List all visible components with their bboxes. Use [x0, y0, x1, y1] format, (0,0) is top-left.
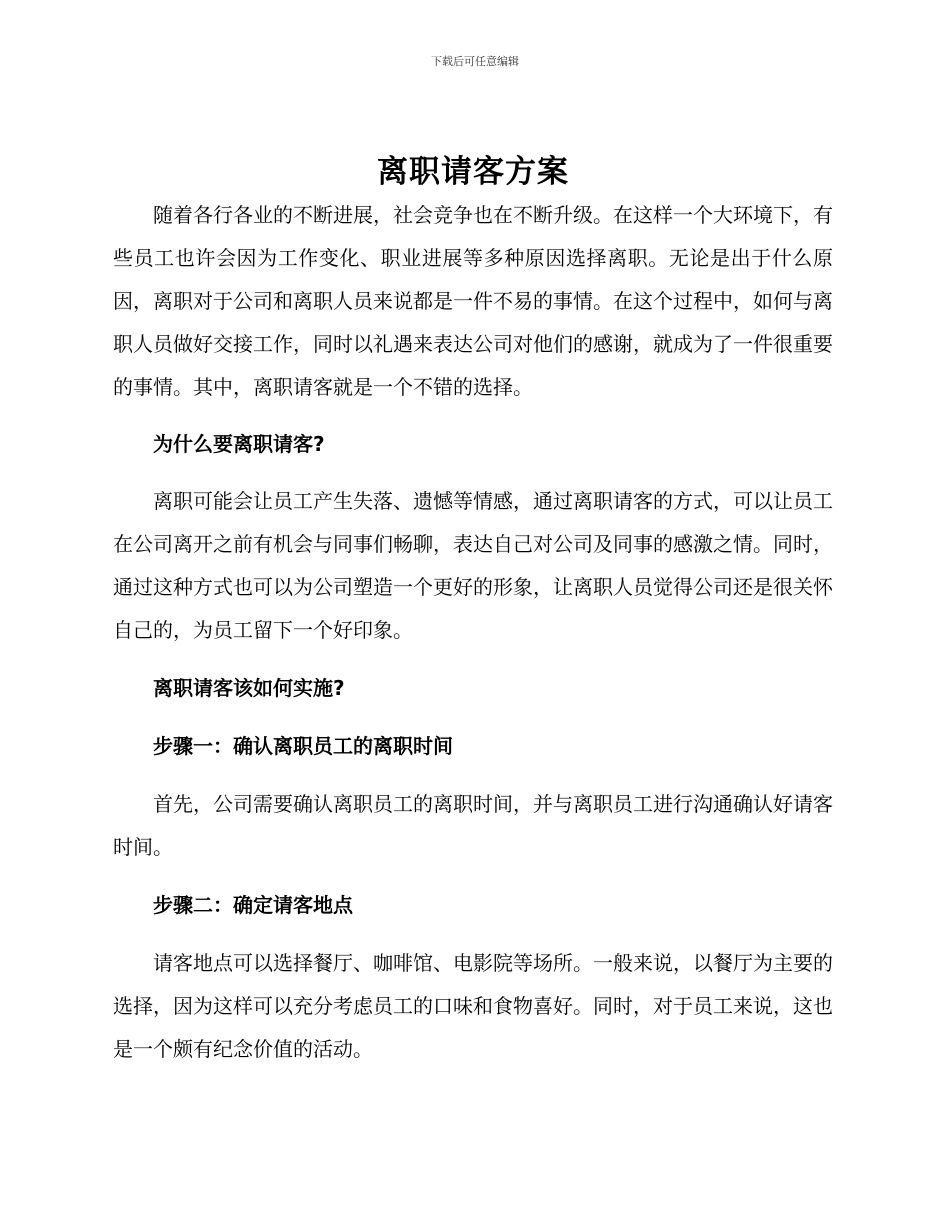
document-body: [113, 150, 833, 1071]
why-heading: 为什么要离职请客?: [153, 432, 325, 456]
step2-paragraph: 请客地点可以选择餐厅、咖啡馆、电影院等场所。一般来说，以餐厅为主要的选择，因为这样可以充分考虑员工的口味和食物喜好。同时，对于员工来说，这也是一个颇有纪念价值的活动。: [113, 951, 833, 1061]
step1-heading: 步骤一：确认离职员工的离职时间: [153, 734, 453, 758]
intro-paragraph: 随着各行各业的不断进展，社会竞争也在不断升级。在这样一个大环境下，有些员工也许会因为工作变化、职业进展等多种原因选择离职。无论是出于什么原因，离职对于公司和离职人员来说都是一件不易的事情。在这个过程中，如何与离职人员做好交接工作，同时以礼遇来表达公司对他们的感谢，就成为了一件很重要的事情。其中，离职请客就是一个不错的选择。: [113, 203, 833, 399]
why-paragraph: 离职可能会让员工产生失落、遗憾等情感，通过离职请客的方式，可以让员工在公司离开之前有机会与同事们畅聊，表达自己对公司及同事的感激之情。同时，通过这种方式也可以为公司塑造一个更好的形象，让离职人员觉得公司还是很关怀自己的，为员工留下一个好印象。: [113, 489, 833, 642]
header-note: 下载后可任意编辑: [431, 55, 519, 68]
step2-heading: 步骤二：确定请客地点: [153, 893, 353, 917]
step1-paragraph: 首先，公司需要确认离职员工的离职时间，并与离职员工进行沟通确认好请客时间。: [113, 792, 833, 859]
how-heading: 离职请客该如何实施?: [153, 676, 345, 700]
document-title: 离职请客方案: [377, 154, 569, 190]
